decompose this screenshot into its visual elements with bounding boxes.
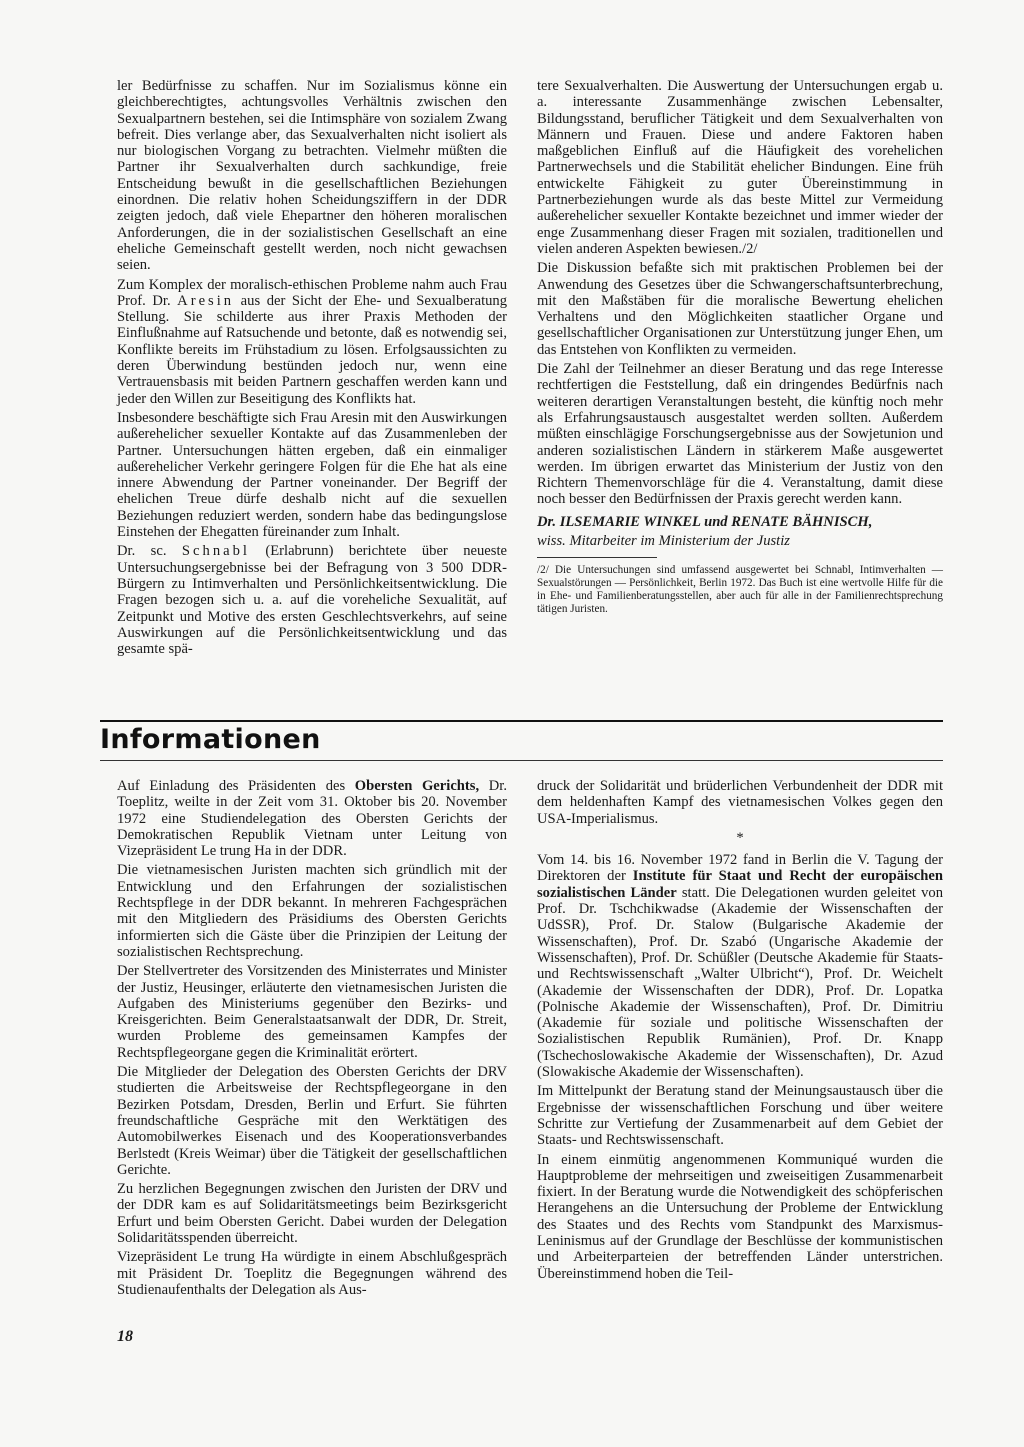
paragraph: Die Mitglieder der Delegation des Obersten Gerichts der DRV studierten die Arbeitsweise der Rechtspflegeorgane in den Bezirken Potsdam, Dresden, Berlin und Erfurt. Sie führten freundschaftliche Gespräche mit den Werktätigen des Automobilwerkes Eisenach und des Kooperationsverbandes Berlstedt (Kreis Weimar) über die Tätigkeit der gesellschaftlichen Gerichte. [117,1064,507,1178]
column-top-right [537,78,943,619]
paragraph: Die vietnamesischen Juristen machten sich gründlich mit der Entwicklung und den Erfahrungen der sozialistischen Rechtspflege in der DDR bekannt. In mehreren Fachgesprächen mit den Mitgliedern des Präsidiums des Obersten Gerichts informierten sich die Gäste über die Prinzipien der Leitung der sozialistischen Rechtsprechung. [117,862,507,960]
paragraph: Zu herzlichen Begegnungen zwischen den Juristen der DRV und der DDR kam es auf Solidaritätsmeetings beim Bezirksgericht Erfurt und beim Obersten Gericht. Dabei wurden der Delegation Solidaritätsspenden überreicht. [117,1181,507,1247]
paragraph [117,543,507,657]
person-name: Aresin [177,292,235,309]
paragraph-text: Auf Einladung des Präsidenten des [117,778,346,794]
paragraph: ler Bedürfnisse zu schaffen. Nur im Sozialismus könne ein gleichberechtigtes, achtungsvolles Verhältnis zwischen den Sexualpartnern bestehen, sei die Intimsphäre von sozialem Zwang befreit. Dies verlange aber, das Sexualverhalten nicht isoliert als nur biologischen Vorgang zu betrachten. Vielmehr müßten die Partner ihr Sexualverhalten durch sachkundige, freie Entscheidung bewußt in die gesellschaftlichen Beziehungen einordnen. Die relativ hohen Scheidungsziffern in der DDR zeigten jedoch, daß viele Ehepartner den höheren moralischen Anforderungen, die in der sozialistischen Gesellschaft an eine eheliche Gemeinschaft gestellt werden, noch nicht gewachsen seien. [117,78,507,274]
paragraph-text: Vom 14. bis 16. November 1972 fand in Berlin die V. Tagung der Direktoren der [537,852,943,885]
page-number: 18 [117,1328,133,1345]
paragraph: Vizepräsident Le trung Ha würdigte in einem Abschlußgespräch mit Präsident Dr. Toeplitz die Begegnungen während des Studienaufenthalts der Delegation als Aus- [117,1249,507,1298]
paragraph-text: Dr. sc. [117,543,167,560]
section-heading: Informationen [100,724,321,755]
paragraph-text: Dr. Toeplitz, weilte in der Zeit vom 31. Oktober bis 20. November 1972 eine Studiendelegation des Obersten Gerichts der Demokratischen Republik Vietnam unter Leitung von Vizepräsident Le trung Ha in der DDR. [117,778,507,860]
paragraph: Die Diskussion befaßte sich mit praktischen Problemen bei der Anwendung des Gesetzes über die Schwangerschaftsunterbrechung, mit den Maßstäben für die moralische Bewertung ehelichen Verhaltens und den Möglichkeiten staatlicher Organe und gesellschaftlicher Organisationen zur Unterstützung junger Ehen, um das Entstehen von Konflikten zu vermeiden. [537,260,943,358]
section-rule-bottom [100,760,943,761]
paragraph: Der Stellvertreter des Vorsitzenden des Ministerrates und Minister der Justiz, Heusinger, erläuterte den vietnamesischen Juristen die Aufgaben des Ministeriums gegenüber den Bezirks- und Kreisgerichten. Beim Generalstaatsanwalt der DDR, Dr. Streit, wurden Probleme des gemeinsamen Kampfes der Rechtspflegeorgane gegen die Kriminalität erörtert. [117,963,507,1061]
paragraph: Die Zahl der Teilnehmer an dieser Beratung und das rege Interesse rechtfertigen die Feststellung, daß ein dringendes Bedürfnis nach weiteren derartigen Veranstaltungen besteht, die künftig noch mehr als Erfahrungsaustausch ausgestaltet werden sollten. Außerdem müßten einschlägige Forschungsergebnisse aus der Sowjetunion und anderen sozialistischen Ländern in stärkerem Maße ausgewertet werden. Im übrigen erwartet das Ministerium der Justiz von den Richtern Themenvorschläge für die 4. Veranstaltung, damit diese noch besser den Bedürfnissen der Praxis gerecht werden kann. [537,361,943,508]
institution-name: Institute für Staat und Recht der europäischen sozialistischen Länder [537,868,943,901]
paragraph-text: (Erlabrunn) berichtete über neueste Untersuchungsergebnisse bei der Befragung von 3 500 DDR-Bürgern zu Intimverhalten und Persönlichkeitsentwicklung. Die Fragen bezogen sich u. a. auf die voreheliche Sexualität, auf Zeitpunkt und Motive des ersten Geschlechtsverkehrs, auf seine Auswirkungen auf die Persönlichkeitsentwicklung und das gesamte spä- [117,543,507,658]
person-name: Schnabl [181,543,250,560]
paragraph: druck der Solidarität und brüderlichen Verbundenheit der DDR mit dem heldenhaften Kampf des vietnamesischen Volkes gegen den USA-Imperialismus. [537,778,943,827]
section-rule [100,720,943,722]
paragraph [117,778,507,859]
paragraph-text: Zum Komplex der moralisch-ethischen Probleme nahm auch Frau Prof. Dr. [117,276,507,309]
paragraph: Im Mittelpunkt der Beratung stand der Meinungsaustausch über die Ergebnisse der wissenschaftlichen Forschung und über weitere Schritte zur Vertiefung der Zusammenarbeit auf dem Gebiet der Staats- und Rechtswissenschaft. [537,1083,943,1149]
author-role: wiss. Mitarbeiter im Ministerium der Justiz [537,533,790,550]
institution-name: Obersten Gerichts, [354,778,480,794]
asterisk-divider: * [736,829,744,846]
author-signature: Dr. ILSEMARIE WINKEL und RENATE BÄHNISCH, [537,513,873,530]
paragraph-text: aus der Sicht der Ehe- und Sexualberatung Stellung. Sie schilderte aus ihrer Praxis Methoden der Einflußnahme auf Ratsuchende und betonte, daß es notwendig sei, Konflikte bereits im Frühstadium zu lösen. Erfolgsaussichten zu deren Überwindung bestünden jedoch nur, wenn eine Vertrauensbasis mit beiden Partnern geschaffen werden kann und jeder den Willen zur Beseitigung des Konflikts hat. [117,292,508,407]
footnote-divider [537,557,657,558]
column-bottom-left [117,778,507,1301]
column-bottom-right [537,778,943,1285]
paragraph [537,852,943,1080]
paragraph-text: statt. Die Delegationen wurden geleitet von Prof. Dr. Tschchikwadse (Akademie der Wissenschaften der UdSSR), Prof. Dr. Stalow (Bulgarische Akademie der Wissenschaften), Prof. Dr. Szabó (Ungarische Akademie der Wissenschaften), Prof. Dr. Schüßler (Deutsche Akademie für Staats- und Rechtswissenschaft „Walter Ulbricht“), Prof. Dr. Weichelt (Akademie der Wissenschaften der DDR), Prof. Dr. Lopatka (Polnische Akademie der Wissenschaften), Prof. Dr. Dimitriu (Akademie für soziale und politische Wissenschaften der Sozialistischen Republik Rumänien), Prof. Dr. Knapp (Tschechoslowakische Akademie der Wissenschaften), Dr. Azud (Slowakische Akademie der Wissenschaften). [537,884,943,1081]
paragraph [117,277,507,407]
paragraph: In einem einmütig angenommenen Kommuniqué wurden die Hauptprobleme der mehrseitigen und zweiseitigen Zusammenarbeit fixiert. In der Beratung wurde die Notwendigkeit des schöpferischen Herangehens an die Untersuchung der Probleme der Entwicklung des Staates und des Rechts vom Standpunkt des Marxismus-Leninismus auf der Grundlage der Beschlüsse der kommunistischen und Arbeiterparteien der betreffenden Länder unterstrichen. Übereinstimmend hoben die Teil- [537,1151,943,1282]
paragraph: tere Sexualverhalten. Die Auswertung der Untersuchungen ergab u. a. interessante Zusammenhänge zwischen Lebensalter, Bildungsstand, beruflicher Tätigkeit und dem Sexualverhalten von Männern und Frauen. Diese und andere Faktoren haben maßgeblichen Einfluß auf die Häufigkeit des vorehelichen Partnerwechsels und die Stabilität ehelicher Bindungen. Eine früh entwickelte Fähigkeit zu guter Übereinstimmung in Partnerbeziehungen wurde als das beste Mittel zur Vermeidung außerehelicher sexueller Kontakte bezeichnet und immer wieder der enge Zusammenhang dieser Fragen mit sozialen, traditionellen und vielen anderen Aspekten bewiesen./2/ [537,78,943,257]
column-top-left [117,78,507,660]
paragraph: Insbesondere beschäftigte sich Frau Aresin mit den Auswirkungen außerehelicher sexueller Kontakte auf das Zusammenleben der Partner. Untersuchungen hätten ergeben, daß ein einmaliger außerehelicher Verkehr geringere Folgen für die Ehe hat als eine innere Abwendung der Partner voneinander. Der Begriff der ehelichen Treue dürfe deshalb nicht auf die sexuellen Beziehungen reduziert werden, sondern habe das bedingungslose Einstehen der Ehegatten füreinander zum Inhalt. [117,409,507,541]
footnote: /2/ Die Untersuchungen sind umfassend ausgewertet bei Schnabl, Intimverhalten — Sexualstörungen — Persönlichkeit, Berlin 1972. Das Buch ist eine wertvolle Hilfe für die in Ehe- und Familienberatungsstellen, aber auch für alle in der Familienrechtsprechung tätigen Juristen. [537,564,943,616]
